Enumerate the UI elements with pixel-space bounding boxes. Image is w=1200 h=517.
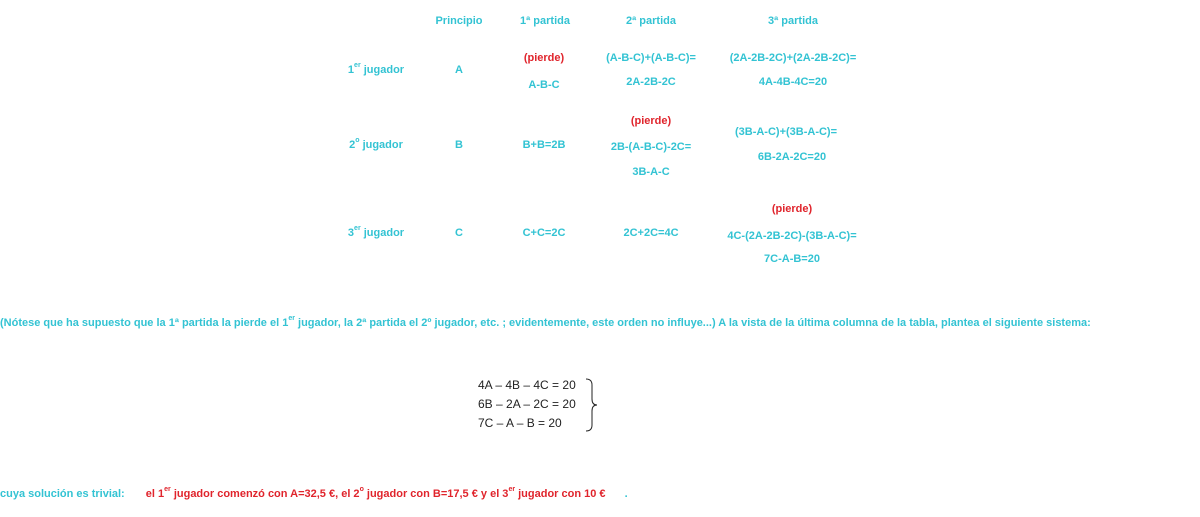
header-partida-1: 1ª partida — [520, 15, 570, 27]
row2-p2-line2: 3B-A-C — [632, 166, 670, 178]
row2-label — [349, 139, 403, 151]
row3-principio: C — [455, 227, 463, 239]
row3-p3-line2: 7C-A-B=20 — [764, 253, 820, 265]
row1-p3-line1: (2A-2B-2C)+(2A-2B-2C)= — [729, 52, 857, 64]
note-sup: er — [288, 315, 295, 322]
row2-p3-line2: 6B-2A-2C=20 — [757, 151, 827, 163]
solution-a3: jugador con B=17,5 € y el 3 — [363, 488, 509, 500]
row2-label-text: jugador — [359, 139, 403, 151]
solution-a2: jugador comenzó con A=32,5 €, el 2 — [170, 488, 360, 500]
row2-label-num: 2 — [349, 139, 356, 151]
row1-p1-pierde: (pierde) — [523, 52, 565, 64]
note-num: 1 — [282, 317, 289, 329]
solution-a3-sup: er — [508, 486, 516, 493]
row2-label-sup: o — [355, 137, 360, 144]
row1-p2-line1: (A-B-C)+(A-B-C)= — [606, 52, 696, 64]
row3-p3-pierde: (pierde) — [771, 203, 813, 215]
row1-label — [348, 64, 404, 76]
solution-dot: . — [624, 488, 628, 500]
row1-label-sup: er — [354, 62, 361, 69]
row1-p1: A-B-C — [528, 79, 560, 91]
row3-label-sup: er — [354, 225, 361, 232]
row1-label-num: 1 — [347, 64, 355, 76]
equation-system — [478, 376, 576, 433]
header-partida-3: 3ª partida — [768, 15, 818, 27]
row2-p1: B+B=2B — [522, 139, 566, 151]
solution-a2-sup: o — [359, 486, 364, 493]
row2-principio: B — [455, 139, 463, 151]
row2-p2-line1: 2B-(A-B-C)-2C= — [610, 141, 692, 153]
note-part2: jugador, la 2ª partida el 2º jugador, etc. ; evidentemente, este orden no influye...) A la vista de la última columna de la tabla, plantea el siguiente sistema: — [294, 317, 1091, 329]
solution-a4: jugador con 10 € — [515, 488, 606, 500]
equation-2: 6B – 2A – 2C = 20 — [478, 397, 576, 411]
solution-label: cuya solución es trivial: — [0, 488, 125, 500]
row3-label-text: jugador — [360, 227, 405, 239]
solution-line — [0, 488, 628, 500]
equation-1: 4A – 4B – 4C = 20 — [478, 378, 576, 392]
right-brace-icon — [584, 378, 602, 432]
row1-label-text: jugador — [360, 64, 405, 76]
solution-answer — [146, 488, 606, 500]
solution-a1: el 1 — [145, 488, 165, 500]
row2-p3-line1: (3B-A-C)+(3B-A-C)= — [734, 126, 838, 138]
solution-a1-sup: er — [164, 486, 171, 493]
equation-3: 7C – A – B = 20 — [478, 416, 562, 430]
note-part1: (Nótese que ha supuesto que la 1ª partida la pierde el — [0, 317, 283, 329]
row3-p3-line1: 4C-(2A-2B-2C)-(3B-A-C)= — [727, 230, 857, 242]
row3-label-num: 3 — [347, 227, 355, 239]
row3-p2: 2C+2C=4C — [623, 227, 679, 239]
row3-label — [348, 227, 404, 239]
header-partida-2: 2ª partida — [626, 15, 676, 27]
row1-principio: A — [455, 64, 463, 76]
row3-p1: C+C=2C — [522, 227, 566, 239]
row1-p3-line2: 4A-4B-4C=20 — [758, 76, 828, 88]
row2-p2-pierde: (pierde) — [630, 115, 672, 127]
header-principio: Principio — [435, 15, 483, 27]
note-paragraph — [0, 317, 1091, 329]
row1-p2-line2: 2A-2B-2C — [626, 76, 676, 88]
